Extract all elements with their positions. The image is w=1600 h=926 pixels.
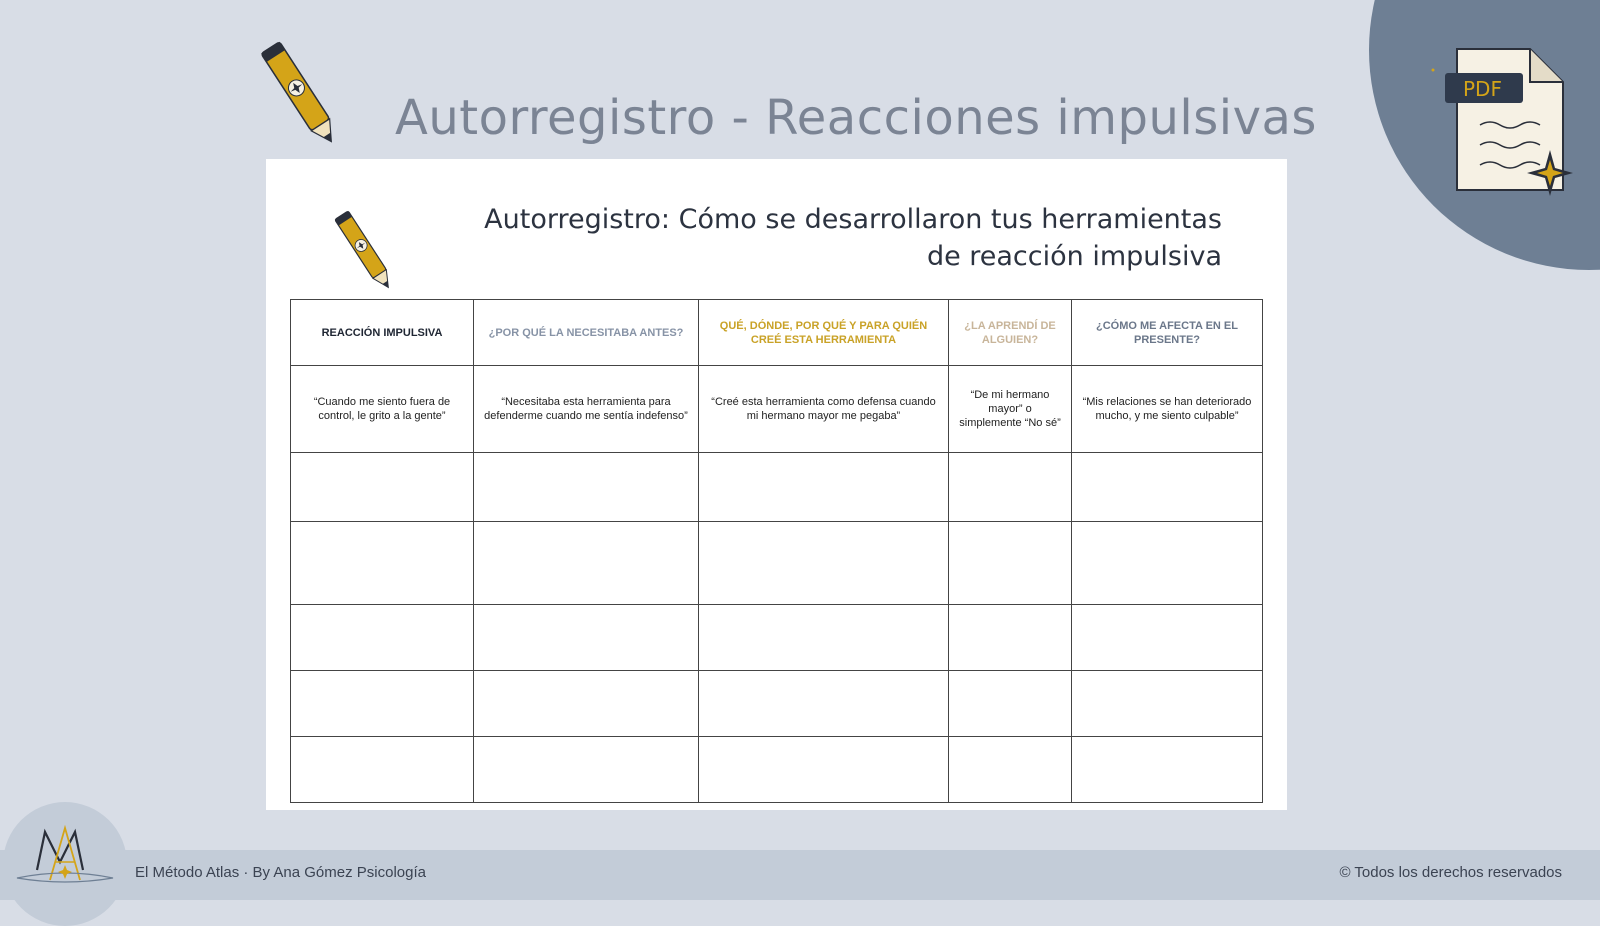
- table-cell[interactable]: “Cuando me siento fuera de control, le grito a la gente”: [291, 366, 474, 453]
- self-record-table: [290, 299, 1263, 803]
- slide-title: Autorregistro - Reacciones impulsivas: [395, 90, 1317, 147]
- table-cell[interactable]: [699, 522, 949, 605]
- table-cell[interactable]: [291, 737, 474, 803]
- table-cell[interactable]: [699, 737, 949, 803]
- table-cell[interactable]: [699, 671, 949, 737]
- table-cell[interactable]: [1072, 605, 1263, 671]
- table-cell[interactable]: [699, 605, 949, 671]
- table-cell[interactable]: “De mi hermano mayor” o simplemente “No sé”: [949, 366, 1072, 453]
- table-cell[interactable]: [949, 737, 1072, 803]
- table-cell[interactable]: [1072, 453, 1263, 522]
- table-cell[interactable]: [291, 522, 474, 605]
- pencil-icon: [248, 36, 358, 161]
- table-row: [291, 522, 1263, 605]
- table-cell[interactable]: [1072, 522, 1263, 605]
- table-row: [291, 671, 1263, 737]
- pdf-file-icon[interactable]: [1425, 45, 1585, 205]
- table-cell[interactable]: [291, 605, 474, 671]
- table-cell[interactable]: [949, 671, 1072, 737]
- table-cell[interactable]: [949, 605, 1072, 671]
- table-cell[interactable]: [474, 522, 699, 605]
- table-cell[interactable]: “Creé esta herramienta como defensa cuando mi hermano mayor me pegaba”: [699, 366, 949, 453]
- table-cell[interactable]: [949, 522, 1072, 605]
- header-que-donde: QUÉ, DÓNDE, POR QUÉ Y PARA QUIÉN CREÉ ESTA HERRAMIENTA: [699, 300, 949, 366]
- table-header-row: [291, 300, 1263, 366]
- table-cell[interactable]: [474, 671, 699, 737]
- table-cell[interactable]: [1072, 671, 1263, 737]
- pencil-icon: [326, 206, 406, 301]
- worksheet-title: Autorregistro: Cómo se desarrollaron tus herramientas de reacción impulsiva: [484, 204, 1222, 272]
- footer-brand: El Método Atlas · By Ana Gómez Psicología: [135, 864, 426, 881]
- atlas-logo-icon: [15, 820, 115, 892]
- table-row-example: [291, 366, 1263, 453]
- table-row: [291, 605, 1263, 671]
- table-cell[interactable]: [699, 453, 949, 522]
- table-row: [291, 453, 1263, 522]
- table-cell[interactable]: [291, 453, 474, 522]
- header-aprendi: ¿LA APRENDÍ DE ALGUIEN?: [949, 300, 1072, 366]
- table-cell[interactable]: [949, 453, 1072, 522]
- table-cell[interactable]: [474, 605, 699, 671]
- table-cell[interactable]: “Mis relaciones se han deteriorado mucho, y me siento culpable”: [1072, 366, 1263, 453]
- table-cell[interactable]: [1072, 737, 1263, 803]
- worksheet: [266, 159, 1287, 810]
- table-row: [291, 737, 1263, 803]
- table-cell[interactable]: [291, 671, 474, 737]
- table-cell[interactable]: “Necesitaba esta herramienta para defenderme cuando me sentía indefenso”: [474, 366, 699, 453]
- table-cell[interactable]: [474, 453, 699, 522]
- footer-copyright: © Todos los derechos reservados: [1339, 864, 1562, 881]
- table-cell[interactable]: [474, 737, 699, 803]
- header-como-afecta: ¿CÓMO ME AFECTA EN EL PRESENTE?: [1072, 300, 1263, 366]
- pdf-label: PDF: [1463, 77, 1502, 101]
- header-reaccion: REACCIÓN IMPULSIVA: [291, 300, 474, 366]
- header-por-que: ¿POR QUÉ LA NECESITABA ANTES?: [474, 300, 699, 366]
